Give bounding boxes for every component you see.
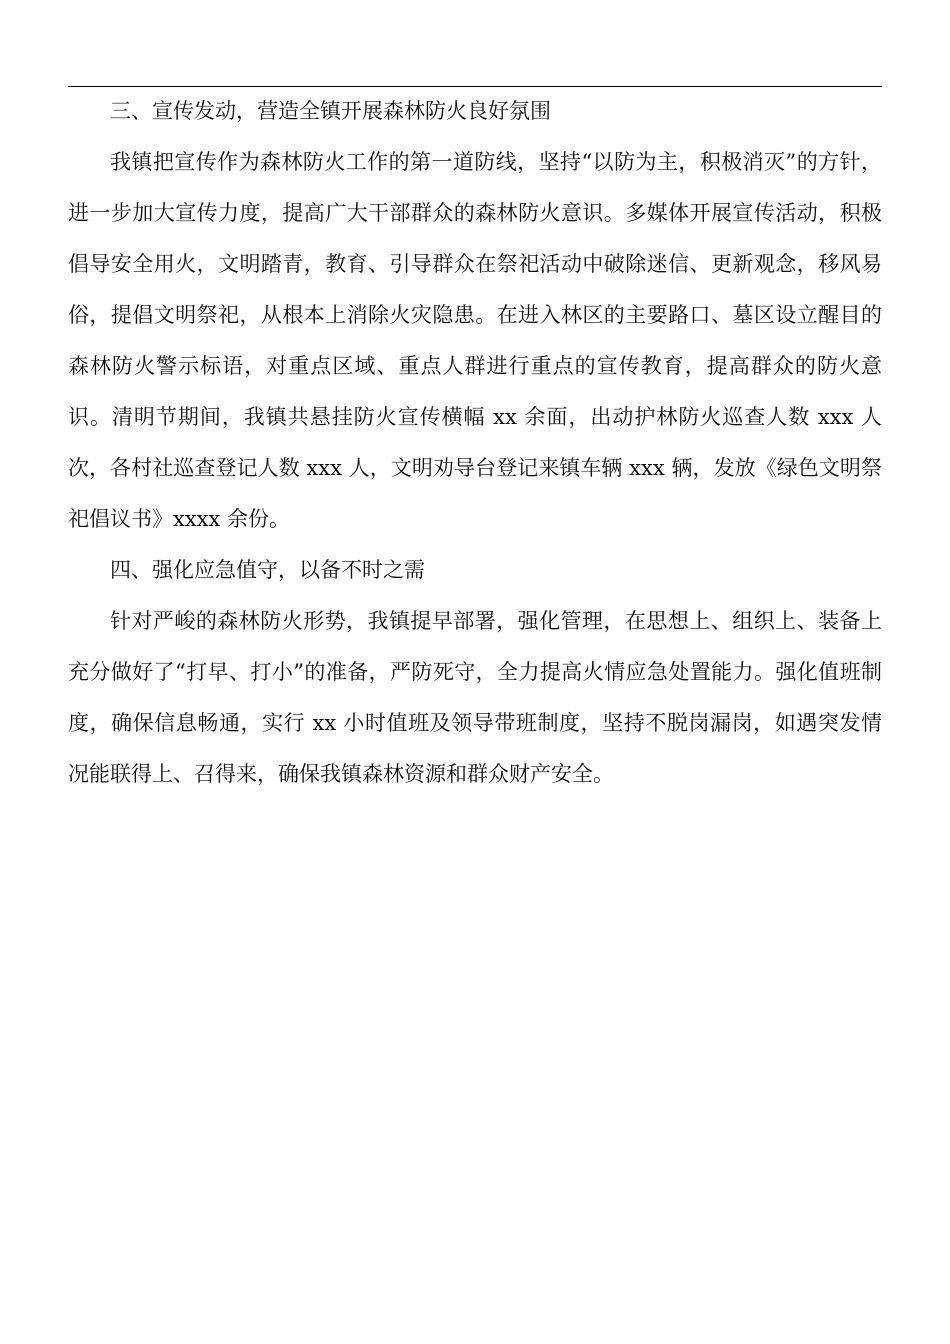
- document-body: [68, 86, 882, 800]
- section-heading-emergency-duty: 四、强化应急值守，以备不时之需: [110, 558, 425, 582]
- section-paragraph-publicity: 我镇把宣传作为森林防火工作的第一道防线，坚持“以防为主，积极消灭”的方针，进一步加大宣传力度，提高广大干部群众的森林防火意识。多媒体开展宣传活动，积极倡导安全用火，文明踏青，教育、引导群众在祭祀活动中破除迷信、更新观念，移风易俗，提倡文明祭祀，从根本上消除火灾隐患。在进入林区的主要路口、墓区设立醒目的森林防火警示标语，对重点区域、重点人群进行重点的宣传教育，提高群众的防火意识。清明节期间，我镇共悬挂防火宣传横幅 xx 余面，出动护林防火巡查人数 xxx 人次，各村社巡查登记人数 xxx 人，文明劝导台登记来镇车辆 xxx 辆，发放《绿色文明祭祀倡议书》xxxx 余份。: [68, 150, 882, 531]
- section-paragraph-emergency-duty: 针对严峻的森林防火形势，我镇提早部署，强化管理，在思想上、组织上、装备上充分做好了“打早、打小”的准备，严防死守，全力提高火情应急处置能力。强化值班制度，确保信息畅通，实行 xx 小时值班及领导带班制度，坚持不脱岗漏岗，如遇突发情况能联得上、召得来，确保我镇森林资源和群众财产安全。: [68, 609, 882, 786]
- section-heading-publicity: 三、宣传发动，营造全镇开展森林防火良好氛围: [110, 99, 551, 123]
